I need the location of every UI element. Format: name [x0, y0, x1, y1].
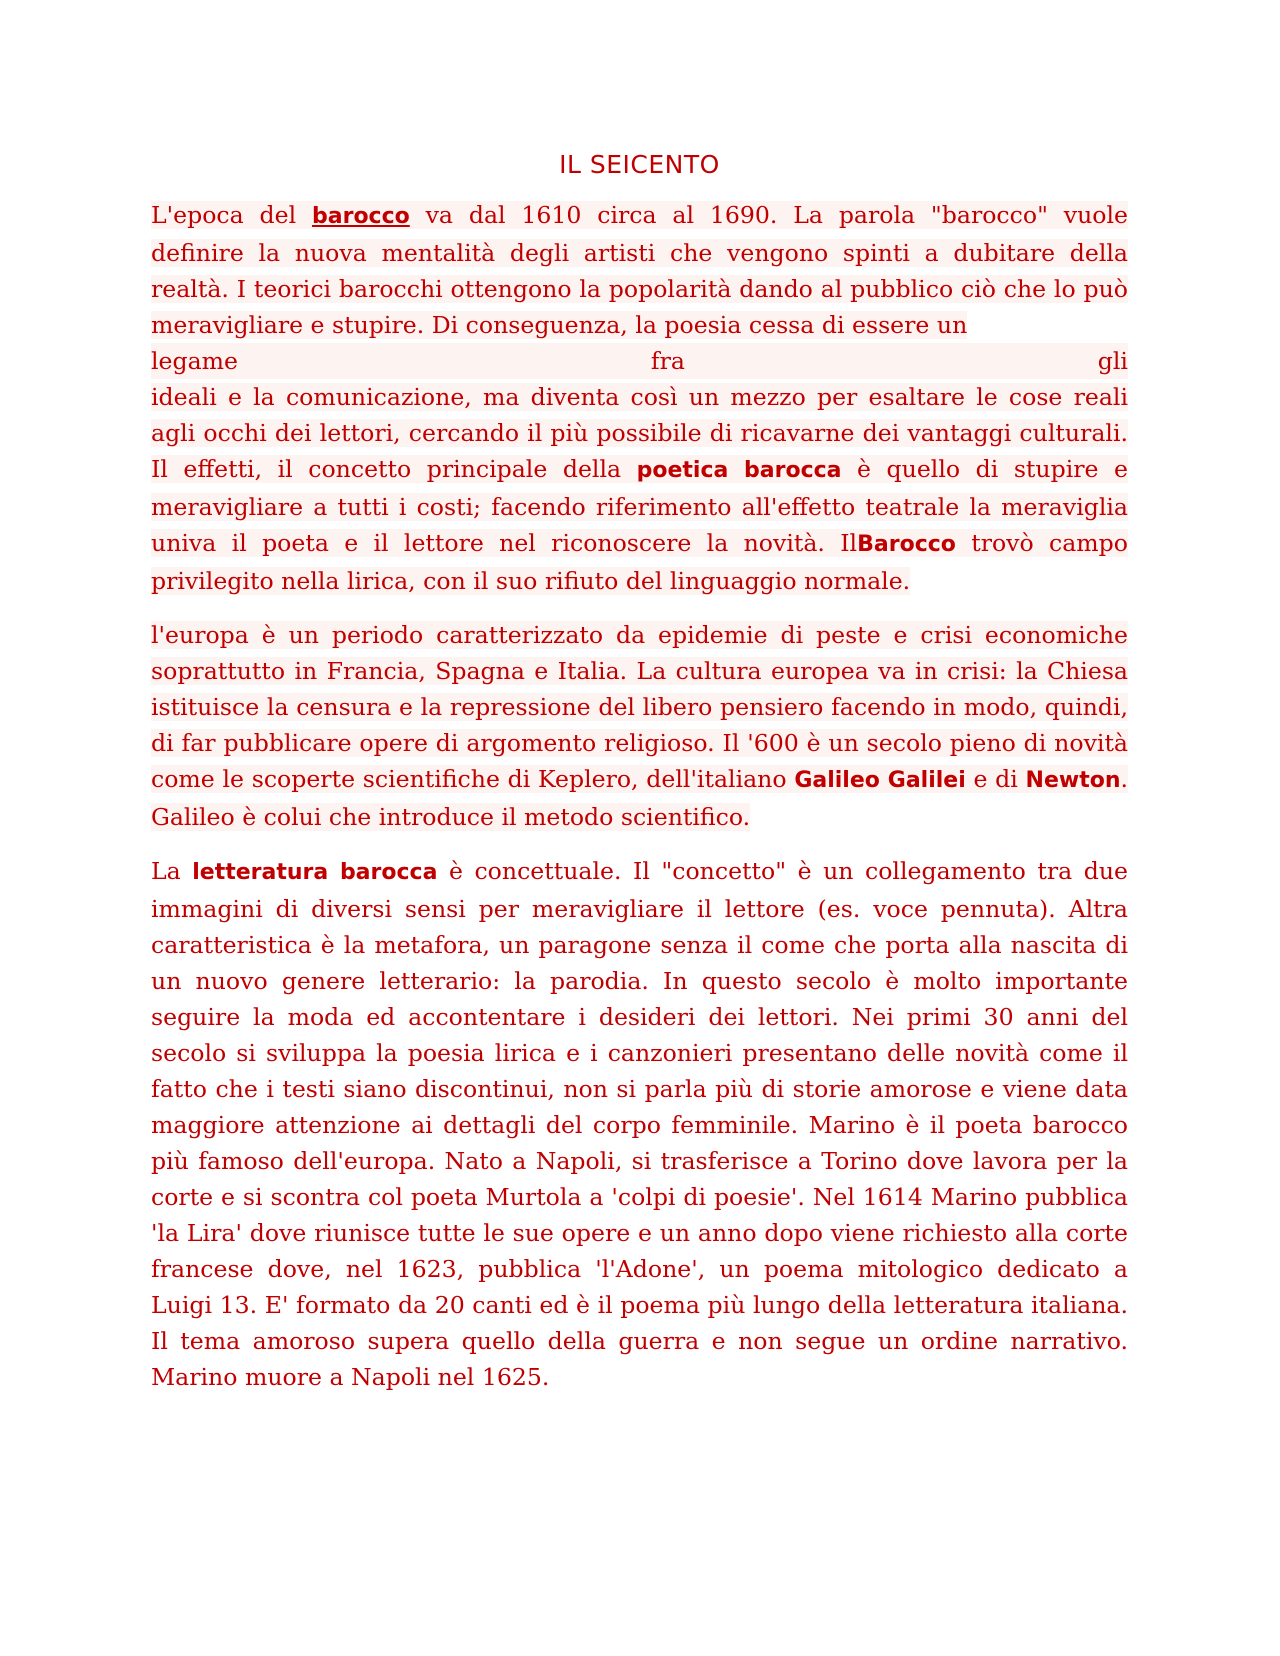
- paragraph-europa: l'europa è un periodo caratterizzato da epidemie di peste e crisi economiche soprattutto in Francia, Spagna e Italia. La cultura europea va in crisi: la Chiesa istituisce la censura e la repressione del libero pensiero facendo in modo, quindi, di far pubblicare opere di argomento religioso. Il '600 è un secolo pieno di novità come le scoperte scientifiche di Keplero, dell'italiano Galileo Galilei e di Newton. Galileo è colui che introduce il metodo scientifico.: [151, 621, 1128, 831]
- bold-galileo: Galileo Galilei: [794, 768, 966, 793]
- bold-barocco: barocco: [312, 204, 410, 229]
- bold-newton: Newton: [1025, 768, 1121, 793]
- page-title: IL SEICENTO: [559, 150, 720, 179]
- bold-letteratura-barocca: letteratura barocca: [192, 860, 438, 885]
- paragraph-barocco: L'epoca del barocco va dal 1610 circa al 1690. La parola "barocco" vuole definire la nuova mentalità degli artisti che vengono spinti a dubitare della realtà. I teorici barocchi ottengono la popolarità dando al pubblico ciò che lo può meravigliare e stupire. Di conseguenza, la poesia cessa di essere un legame fra gli ideali e la comunicazione, ma diventa così un mezzo per esaltare le cose reali agli occhi dei lettori, cercando il più possibile di ricavarne dei vantaggi culturali. Il effetti, il concetto principale della poetica barocca è quello di stupire e meravigliare a tutti i costi; facendo riferimento all'effetto teatrale la meraviglia univa il poeta e il lettore nel riconoscere la novità. IlBarocco trovò campo privilegito nella lirica, con il suo rifiuto del linguaggio normale.: [151, 201, 1128, 595]
- document-page: [151, 150, 1128, 1413]
- paragraph-letteratura: La letteratura barocca è concettuale. Il "concetto" è un collegamento tra due immagini di diversi sensi per meravigliare il lettore (es. voce pennuta). Altra caratteristica è la metafora, un paragone senza il come che porta alla nascita di un nuovo genere letterario: la parodia. In questo secolo è molto importante seguire la moda ed accontentare i desideri dei lettori. Nei primi 30 anni del secolo si sviluppa la poesia lirica e i canzonieri presentano delle novità come il fatto che i testi siano discontinui, non si parla più di storie amorose e viene data maggiore attenzione ai dettagli del corpo femminile. Marino è il poeta barocco più famoso dell'europa. Nato a Napoli, si trasferisce a Torino dove lavora per la corte e si scontra col poeta Murtola a 'colpi di poesie'. Nel 1614 Marino pubblica 'la Lira' dove riunisce tutte le sue opere e un anno dopo viene richiesto alla corte francese dove, nel 1623, pubblica 'l'Adone', un poema mitologico dedicato a Luigi 13. E' formato da 20 canti ed è il poema più lungo della letteratura italiana. Il tema amoroso supera quello della guerra e non segue un ordine narrativo. Marino muore a Napoli nel 1625.: [151, 857, 1129, 1391]
- bold-poetica-barocca: poetica barocca: [636, 458, 842, 483]
- spread-line: legame fra gli: [151, 343, 1128, 379]
- bold-barocco-2: Barocco: [857, 532, 956, 557]
